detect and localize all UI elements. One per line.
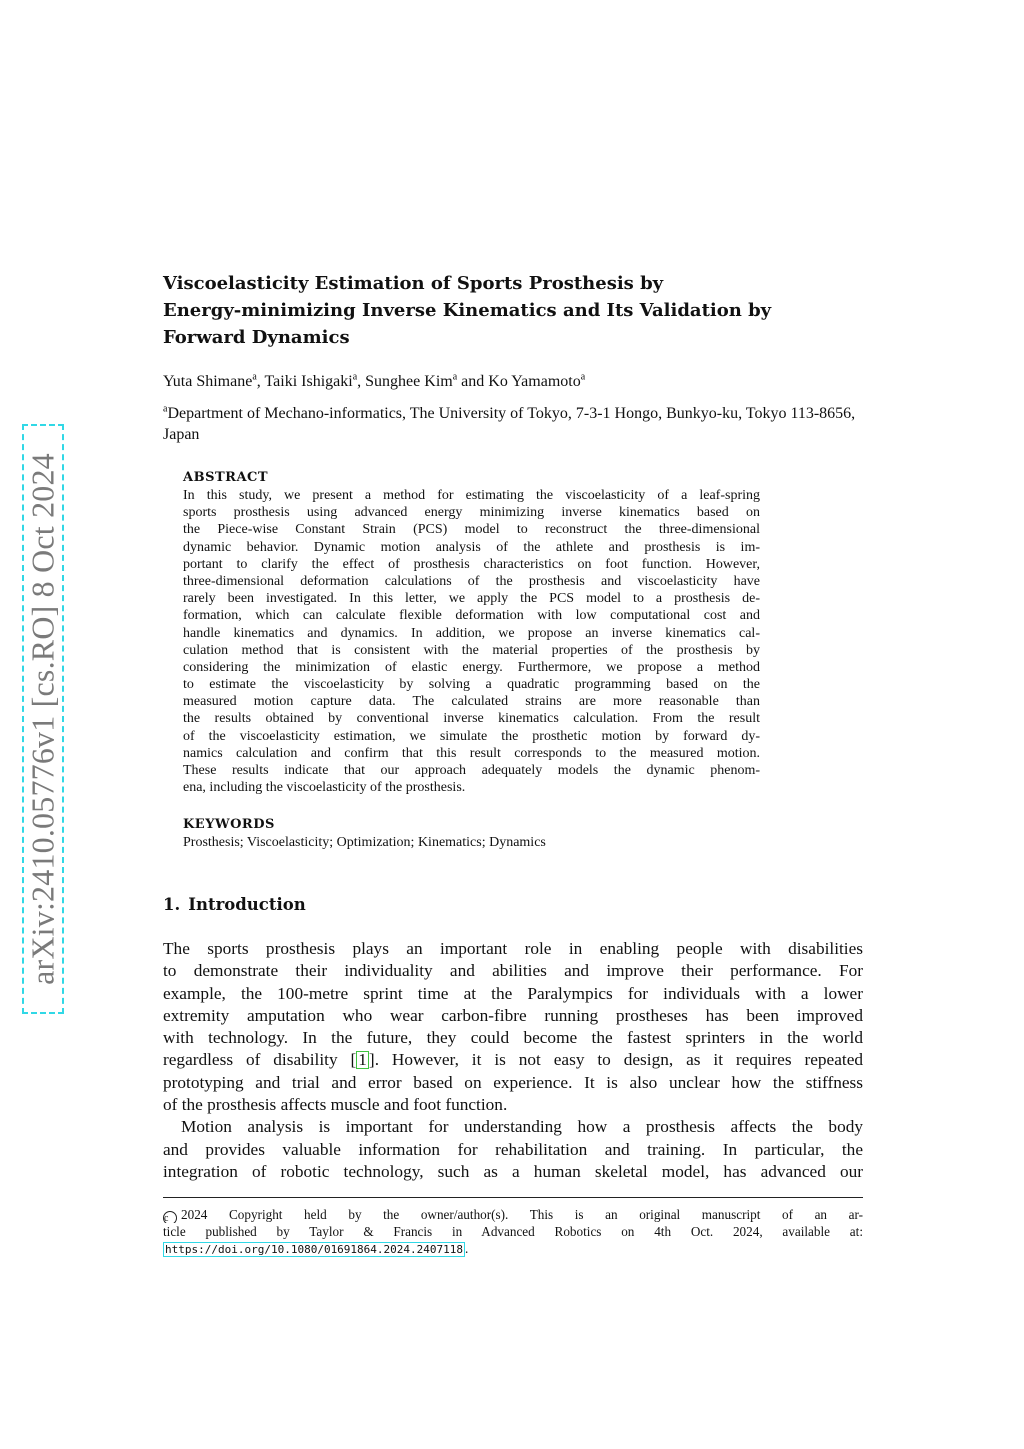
abstract-line: These results indicate that our approach adequately models the dynamic phenom-: [183, 763, 760, 778]
doi-link[interactable]: https://doi.org/10.1080/01691864.2024.2407118: [165, 1243, 464, 1256]
affiliation-text: Department of Mechano-informatics, The University of Tokyo, 7-3-1 Hongo, Bunkyo-ku, Tokyo 113-8656, Japan: [163, 405, 856, 443]
abstract-line: handle kinematics and dynamics. In addition, we propose an inverse kinematics cal-: [183, 625, 760, 641]
abstract-line: namics calculation and confirm that this result corresponds to the measured motion.: [183, 745, 760, 761]
body-text-fragment: regardless of disability: [163, 1050, 351, 1070]
abstract-line: portant to clarify the effect of prosthesis characteristics on foot function. However,: [183, 556, 760, 572]
author-separator: ,: [357, 373, 366, 390]
abstract-line: rarely been investigated. In this letter, we apply the PCS model to a prosthesis de-: [183, 591, 760, 607]
section-heading-introduction: [163, 895, 306, 915]
abstract-line: the results obtained by conventional inverse kinematics calculation. From the result: [183, 711, 760, 727]
footnote-line: [163, 1241, 468, 1256]
footnote-text: 2024 Copyright held by the owner/author(s). This is an original manuscript of an ar-: [181, 1207, 863, 1222]
author-separator: and: [457, 373, 489, 390]
section-number: 1.: [163, 895, 181, 914]
body-text-fragment: . However, it is not easy to design, as it requires repeated: [374, 1050, 863, 1070]
arxiv-identifier-link[interactable]: [22, 424, 64, 1014]
body-text-line: with technology. In the future, they could become the fastest sprinters in the world: [163, 1028, 863, 1048]
abstract-line: formation, which can calculate flexible deformation with low computational cost and: [183, 608, 760, 624]
abstract-line: dynamic behavior. Dynamic motion analysis of the athlete and prosthesis is im-: [183, 539, 760, 555]
author-list: [163, 372, 863, 392]
abstract-line: to estimate the viscoelasticity by solving a quadratic programming based on the: [183, 677, 760, 693]
abstract-line: In this study, we present a method for estimating the viscoelasticity of a leaf-spring: [183, 488, 760, 503]
affiliation-mark: a: [163, 403, 168, 415]
body-text-line: example, the 100-metre sprint time at the Paralympics for individuals with a lower: [163, 983, 863, 1003]
body-text-line: integration of robotic technology, such as a human skeletal model, has advanced our: [163, 1161, 863, 1181]
title-line: Forward Dynamics: [163, 327, 350, 348]
section-title: Introduction: [188, 895, 306, 914]
footnote-line: ticle published by Taylor & Francis in Advanced Robotics on 4th Oct. 2024, available at:: [163, 1224, 863, 1239]
abstract-line: three-dimensional deformation calculations of the prosthesis and viscoelasticity have: [183, 573, 760, 589]
abstract-line: of the viscoelasticity estimation, we simulate the prosthetic motion by forward dy-: [183, 728, 760, 744]
affiliation-mark: a: [252, 371, 257, 383]
citation-link[interactable]: 1: [358, 1050, 367, 1070]
author-name: Ko Yamamoto: [488, 373, 581, 390]
abstract-line: considering the minimization of elastic energy. Furthermore, we propose a method: [183, 659, 760, 675]
citation-bracket: [: [350, 1050, 357, 1070]
copyright-footnote: [163, 1206, 863, 1258]
abstract-line: ena, including the viscoelasticity of the prosthesis.: [183, 780, 466, 796]
keywords-heading: KEYWORDS: [183, 817, 275, 832]
body-text-line: and provides valuable information for rehabilitation and training. In particular, the: [163, 1139, 863, 1159]
abstract-body: [183, 487, 760, 796]
author-name: Yuta Shimane: [163, 373, 253, 390]
footnote-line: [163, 1206, 863, 1223]
author-name: Taiki Ishigaki: [264, 373, 353, 390]
body-text-line: to demonstrate their individuality and abilities and improve their performance. For: [163, 961, 863, 981]
body-text-line-with-citation: [163, 1049, 863, 1071]
abstract-line: the Piece-wise Constant Strain (PCS) model to reconstruct the three-dimensional: [183, 522, 760, 538]
copyright-icon: c: [163, 1211, 177, 1223]
abstract-heading: ABSTRACT: [183, 470, 269, 485]
abstract-line: sports prosthesis using advanced energy minimizing inverse kinematics based on: [183, 505, 760, 521]
keywords-text: Prosthesis; Viscoelasticity; Optimization; Kinematics; Dynamics: [183, 835, 546, 850]
title-line: Energy-minimizing Inverse Kinematics and Its Validation by: [163, 300, 772, 321]
affiliation-mark: a: [580, 371, 586, 383]
abstract-line: culation method that is consistent with the material properties of the prosthesis by: [183, 642, 760, 658]
arxiv-identifier-text: arXiv:2410.05776v1 [cs.RO] 8 Oct 2024: [24, 453, 61, 985]
author-name: Sunghee Kim: [365, 373, 453, 390]
body-text-line: extremity amputation who wear carbon-fibre running prostheses has been improved: [163, 1005, 863, 1025]
introduction-body: [163, 938, 863, 1183]
body-text-line: Motion analysis is important for understanding how a prosthesis affects the body: [181, 1117, 863, 1137]
citation-bracket: ]: [368, 1050, 375, 1070]
body-text-line: The sports prosthesis plays an important role in enabling people with disabilities: [163, 939, 863, 958]
body-text-line: of the prosthesis affects muscle and foot function.: [163, 1095, 508, 1115]
affiliation-mark: a: [352, 371, 358, 383]
title-line: Viscoelasticity Estimation of Sports Prosthesis by: [163, 273, 664, 294]
footnote-divider: [163, 1197, 863, 1198]
affiliation: [163, 403, 863, 445]
author-separator: ,: [256, 373, 265, 390]
abstract-line: measured motion capture data. The calculated strains are more reasonable than: [183, 694, 760, 710]
body-text-line: prototyping and trial and error based on experience. It is also unclear how the stiffness: [163, 1072, 863, 1092]
footnote-text: .: [465, 1241, 469, 1256]
paper-title: [163, 270, 863, 351]
affiliation-mark: a: [452, 371, 458, 383]
